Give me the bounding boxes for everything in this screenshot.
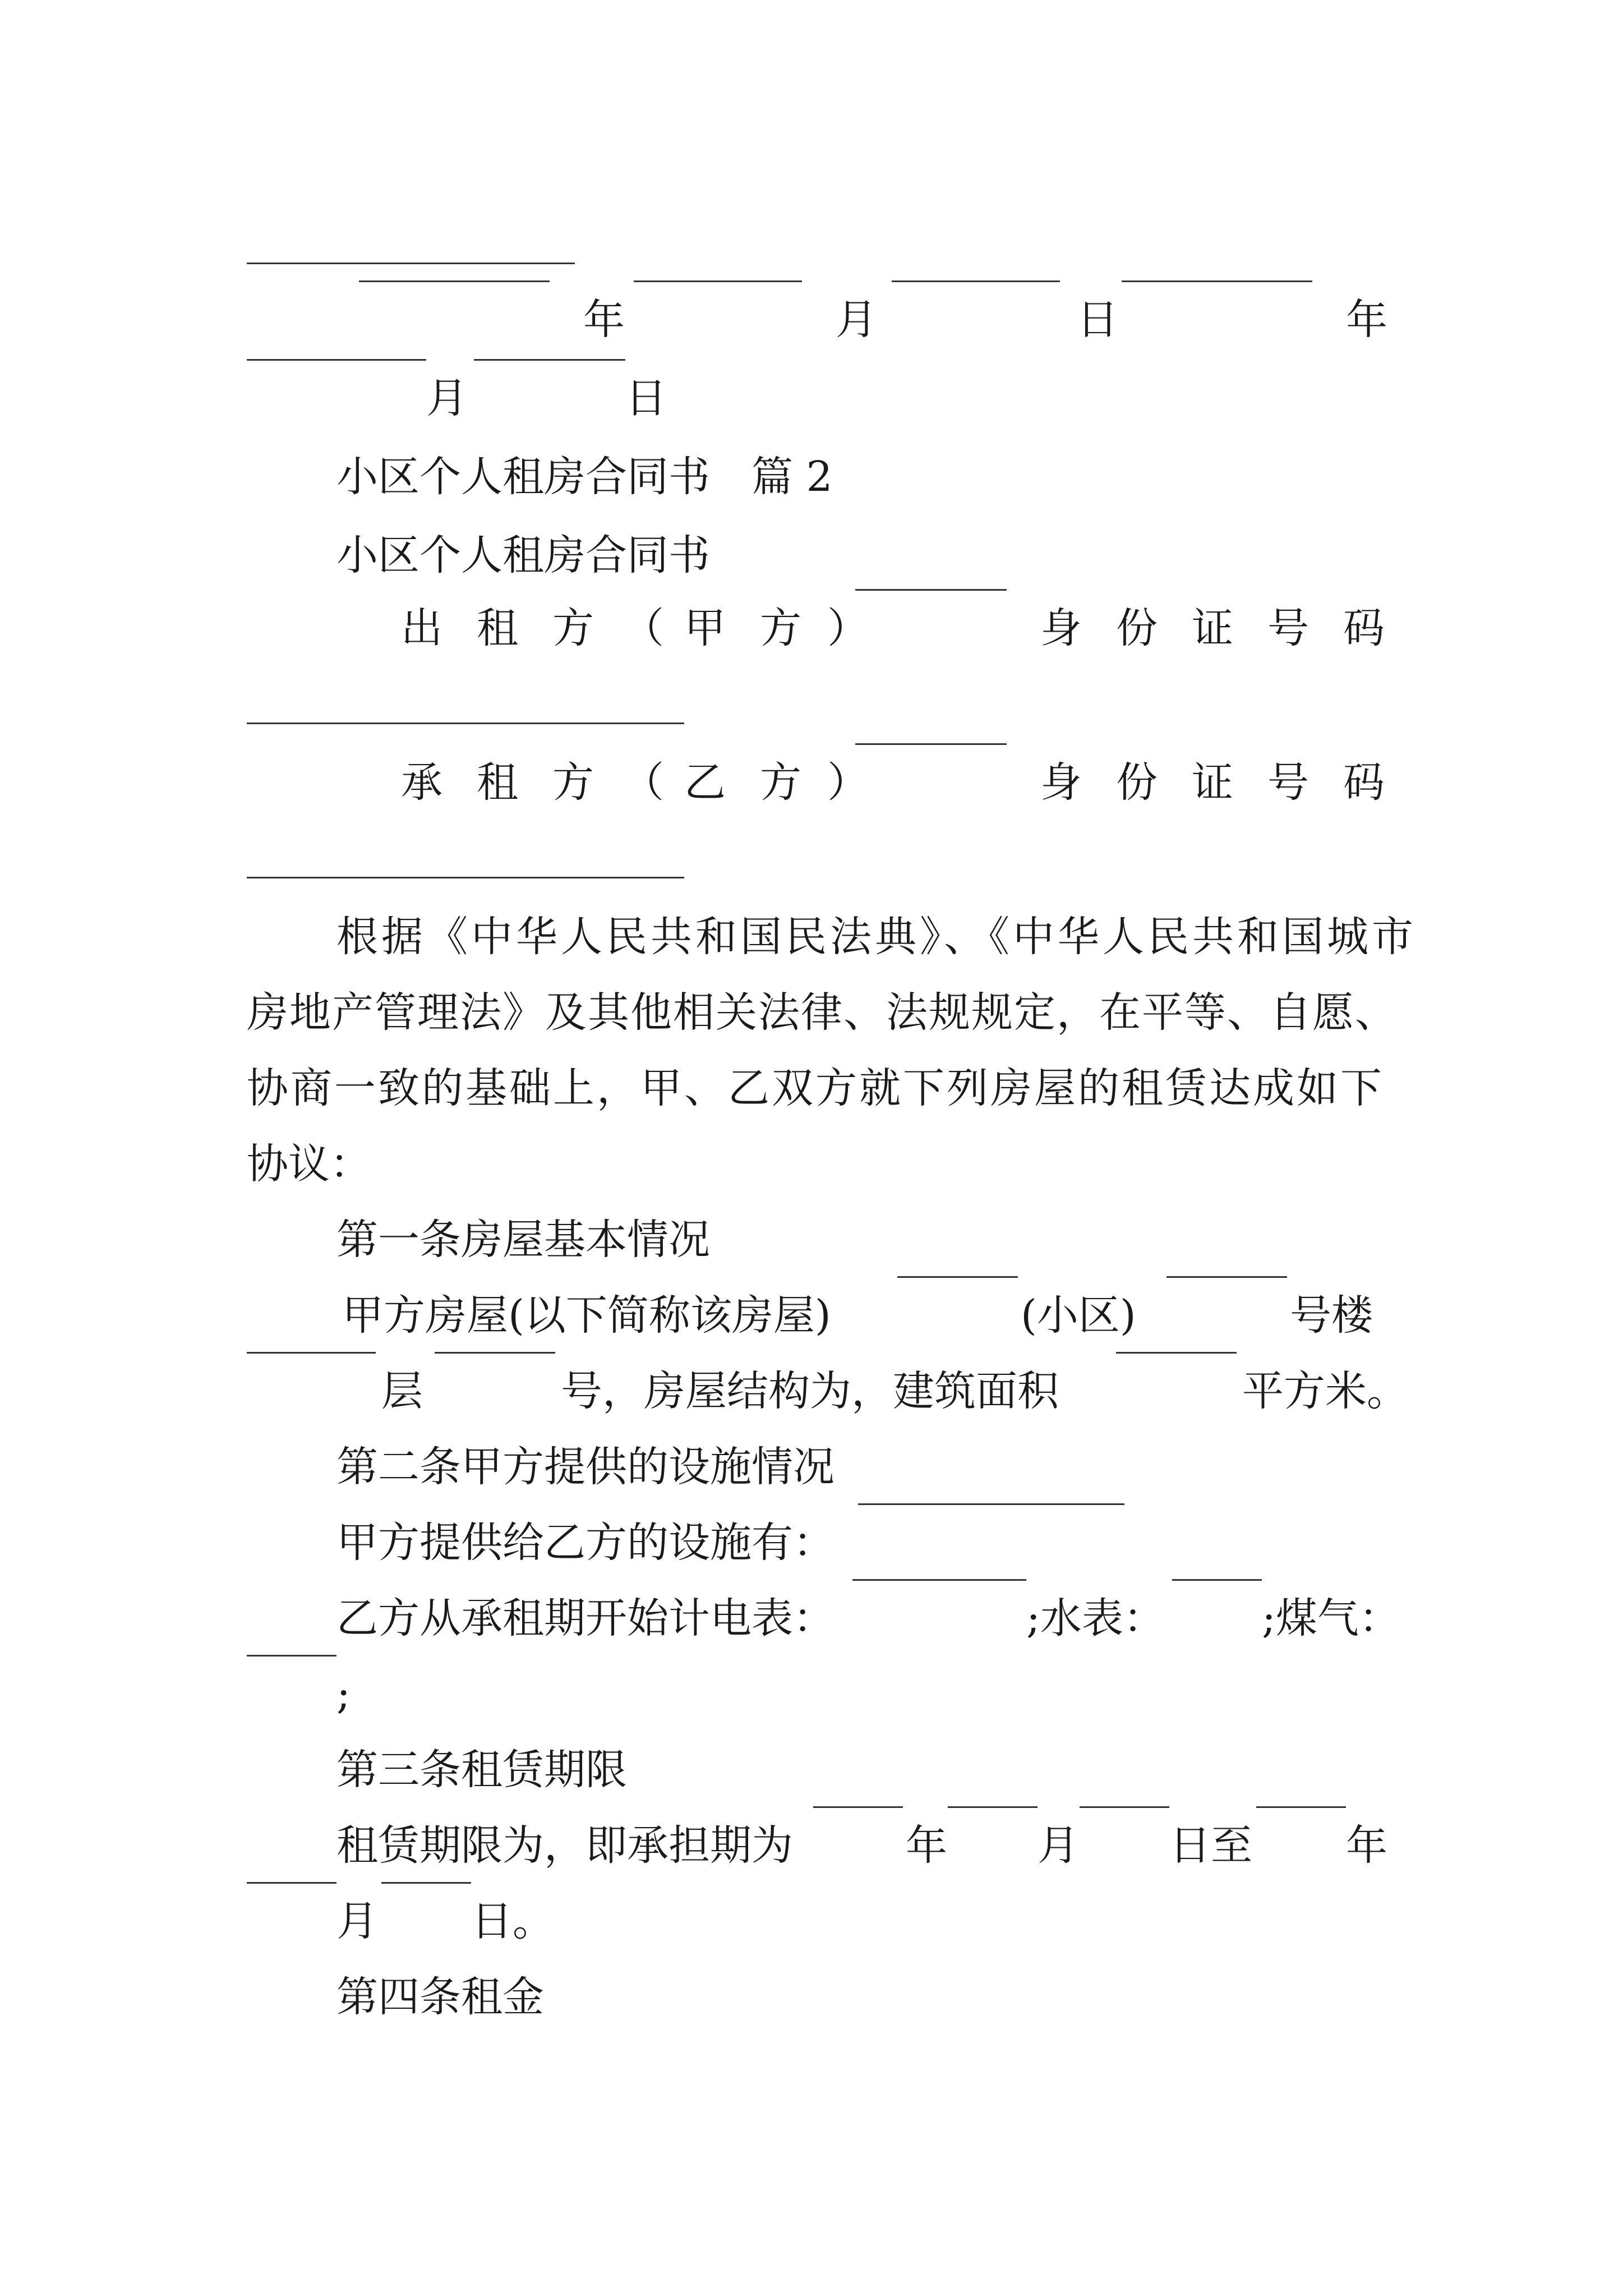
- article-text: 层: [381, 1367, 423, 1415]
- article-3-title: [0, 1731, 1623, 1809]
- article-text: ;水表：: [1026, 1594, 1165, 1642]
- article-2-title: [0, 1428, 1623, 1506]
- blank: [1172, 1579, 1262, 1581]
- preamble-line: [0, 973, 1623, 1052]
- article-2-line-1: [0, 1503, 1623, 1582]
- day-label: 日: [625, 374, 667, 422]
- preamble-line: [0, 1049, 1623, 1128]
- blank: [1256, 1806, 1346, 1808]
- blank: [855, 743, 1007, 745]
- preamble-text: 房地产管理法》及其他相关法律、法规规定，在平等、自愿、: [247, 988, 1398, 1037]
- article-text: ;煤气：: [1262, 1594, 1400, 1642]
- id-char: 号: [1267, 604, 1309, 652]
- id-char: 份: [1116, 604, 1158, 652]
- blank: [858, 1503, 1124, 1505]
- year-label: 年: [1346, 296, 1387, 344]
- article-1-line-2: [0, 1352, 1623, 1430]
- blank: [1122, 280, 1312, 282]
- lessor-char: 租: [477, 604, 518, 652]
- lessor-char: （: [623, 604, 664, 652]
- lessee-char: 方: [760, 758, 801, 807]
- id-char: 证: [1192, 758, 1233, 807]
- article-text: 月: [336, 1897, 378, 1945]
- month-label: 月: [836, 296, 877, 344]
- lessee-char: 承: [401, 758, 442, 807]
- blank: [948, 1806, 1038, 1808]
- article-text: 租赁期限为，即承担期为: [336, 1821, 793, 1870]
- lessor-id-blank: [247, 723, 684, 724]
- article-text: 号，房屋结构为，建筑面积: [561, 1367, 1059, 1415]
- lessor-char: 出: [401, 604, 442, 652]
- lessor-char: 方: [552, 604, 594, 652]
- blank: [634, 280, 802, 282]
- lessee-char: （: [623, 758, 664, 807]
- article-2-line-2: [0, 1579, 1623, 1658]
- blank: [247, 359, 426, 361]
- contract-title-text: 小区个人租房合同书: [336, 531, 710, 579]
- blank: [381, 1882, 471, 1884]
- blank: [852, 1579, 1026, 1581]
- blank: [247, 1655, 336, 1657]
- id-char: 证: [1192, 604, 1233, 652]
- blank: [247, 1352, 376, 1354]
- blank: [813, 1806, 903, 1808]
- section-label: 篇 2: [751, 453, 833, 501]
- blank: [474, 359, 625, 361]
- article-text: 日至: [1169, 1821, 1252, 1870]
- lessee-line: [0, 743, 1623, 822]
- id-char: 码: [1343, 604, 1385, 652]
- preamble-line: [0, 898, 1623, 976]
- article-title: 第二条甲方提供的设施情况: [336, 1443, 834, 1491]
- article-text: 年: [906, 1821, 947, 1870]
- article-1-line-1: [0, 1276, 1623, 1355]
- contract-title: [0, 516, 1623, 595]
- article-text: 乙方从承租期开始计电表：: [336, 1594, 834, 1642]
- month-label: 月: [426, 374, 468, 422]
- year-label: 年: [583, 296, 625, 344]
- blank: [359, 280, 550, 282]
- blank: [897, 1276, 1018, 1278]
- blank: [1080, 1806, 1169, 1808]
- lessee-char: 租: [477, 758, 518, 807]
- section-title: 小区个人租房合同书: [336, 453, 710, 501]
- date-line-2: [0, 359, 1623, 438]
- article-text: ;: [336, 1670, 351, 1718]
- preamble-text: 根据《中华人民共和国民法典》、《中华人民共和国城市: [336, 913, 1417, 961]
- article-title: 第一条房屋基本情况: [336, 1216, 710, 1264]
- blank: [435, 1352, 555, 1354]
- article-text: 平方米。: [1242, 1367, 1408, 1415]
- lessee-char: 方: [552, 758, 594, 807]
- lessee-char: 乙: [684, 758, 726, 807]
- top-blank-line: [247, 263, 575, 264]
- preamble-text: 协商一致的基础上，甲、乙双方就下列房屋的租赁达成如下: [247, 1064, 1384, 1112]
- id-char: 份: [1116, 758, 1158, 807]
- article-title: 第四条租金: [336, 1973, 544, 2021]
- article-1-title: [0, 1200, 1623, 1279]
- article-text: 年: [1346, 1821, 1387, 1870]
- article-3-line-2: [0, 1882, 1623, 1961]
- article-4-title: [0, 1958, 1623, 2036]
- lessor-char: 方: [760, 604, 801, 652]
- blank: [855, 589, 1007, 591]
- section-heading: [0, 438, 1623, 516]
- id-char: 号: [1267, 758, 1309, 807]
- article-3-line-1: [0, 1806, 1623, 1885]
- date-line-1: [0, 280, 1623, 359]
- blank: [1116, 1352, 1237, 1354]
- id-char: 码: [1343, 758, 1385, 807]
- blank: [892, 280, 1060, 282]
- article-text: (小区): [1021, 1291, 1136, 1340]
- article-text: 甲方提供给乙方的设施有：: [336, 1519, 834, 1567]
- lessor-char: 甲: [684, 604, 726, 652]
- article-text: 甲方房屋(以下简称该房屋): [342, 1291, 831, 1340]
- preamble-text: 协议：: [247, 1140, 371, 1188]
- lessor-line: [0, 589, 1623, 668]
- lessee-char: ）: [827, 758, 869, 807]
- day-label: 日: [1077, 296, 1118, 344]
- id-char: 身: [1040, 758, 1082, 807]
- article-2-line-3: [0, 1655, 1623, 1733]
- article-text: 号楼: [1290, 1291, 1373, 1340]
- article-text: 月: [1038, 1821, 1079, 1870]
- article-title: 第三条租赁期限: [336, 1746, 627, 1794]
- lessor-char: ）: [827, 604, 869, 652]
- blank: [1166, 1276, 1287, 1278]
- id-char: 身: [1040, 604, 1082, 652]
- preamble-line: [0, 1125, 1623, 1203]
- article-text: 日。: [471, 1897, 554, 1945]
- blank: [247, 1882, 336, 1884]
- lessee-id-blank: [247, 877, 684, 878]
